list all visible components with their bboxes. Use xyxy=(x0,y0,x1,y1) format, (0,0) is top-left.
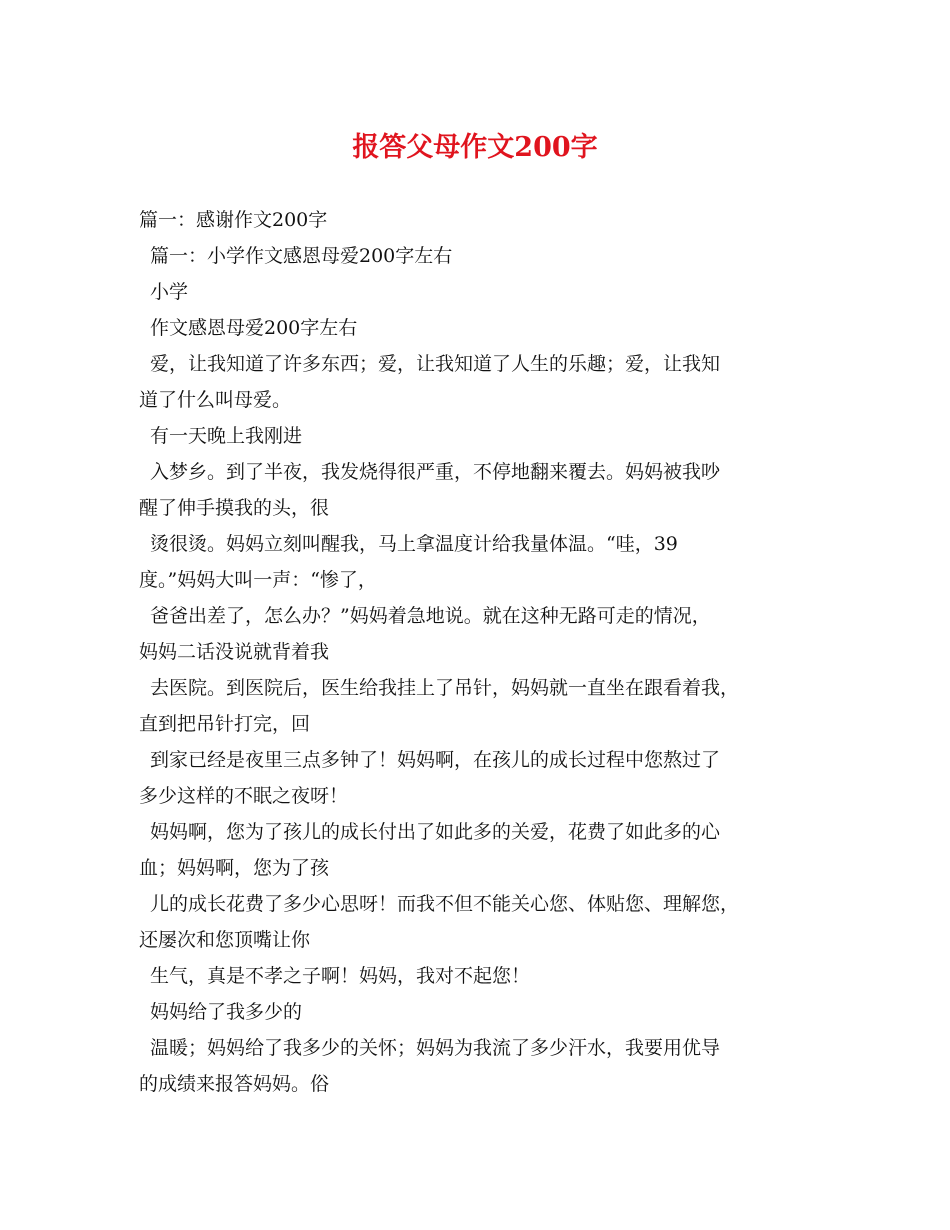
text-line: 入梦乡。到了半夜，我发烧得很严重，不停地翻来覆去。妈妈被我吵 xyxy=(150,461,721,483)
text-line: 篇一：小学作文感恩母爱200字左右 xyxy=(150,245,453,267)
text-line: 温暖；妈妈给了我多少的关怀；妈妈为我流了多少汗水，我要用优导 xyxy=(150,1037,721,1059)
text-line: 烫很烫。妈妈立刻叫醒我，马上拿温度计给我量体温。“哇，39 xyxy=(150,533,678,555)
text-line: 有一天晚上我刚进 xyxy=(150,425,303,447)
text-line: 儿的成长花费了多少心思呀！而我不但不能关心您、体贴您、理解您， xyxy=(150,893,740,915)
text-line: 多少这样的不眠之夜呀！ xyxy=(139,785,349,807)
text-line: 到家已经是夜里三点多钟了！妈妈啊，在孩儿的成长过程中您熬过了 xyxy=(150,749,721,771)
text-line: 的成绩来报答妈妈。俗 xyxy=(139,1073,330,1095)
text-line: 直到把吊针打完，回 xyxy=(139,713,311,735)
text-line: 爸爸出差了，怎么办？”妈妈着急地说。就在这种无路可走的情况， xyxy=(150,605,711,627)
document-body xyxy=(139,202,819,1102)
text-line: 血；妈妈啊，您为了孩 xyxy=(139,857,330,879)
text-line: 道了什么叫母爱。 xyxy=(139,389,292,411)
text-line: 小学 xyxy=(150,281,189,303)
text-line: 妈妈二话没说就背着我 xyxy=(139,641,330,663)
text-line: 篇一：感谢作文200字 xyxy=(139,209,328,231)
text-line: 度。”妈妈大叫一声：“惨了， xyxy=(139,569,377,591)
text-line: 生气，真是不孝之子啊！妈妈，我对不起您！ xyxy=(150,965,531,987)
text-line: 还屡次和您顶嘴让你 xyxy=(139,929,311,951)
text-line: 作文感恩母爱200字左右 xyxy=(150,317,358,339)
text-line: 去医院。到医院后，医生给我挂上了吊针，妈妈就一直坐在跟看着我， xyxy=(150,677,740,699)
text-line: 妈妈给了我多少的 xyxy=(150,1001,303,1023)
text-line: 爱，让我知道了许多东西；爱，让我知道了人生的乐趣；爱，让我知 xyxy=(150,353,721,375)
text-line: 醒了伸手摸我的头，很 xyxy=(139,497,330,519)
document-title: 报答父母作文200字 xyxy=(352,132,598,163)
text-line: 妈妈啊，您为了孩儿的成长付出了如此多的关爱，花费了如此多的心 xyxy=(150,821,721,843)
